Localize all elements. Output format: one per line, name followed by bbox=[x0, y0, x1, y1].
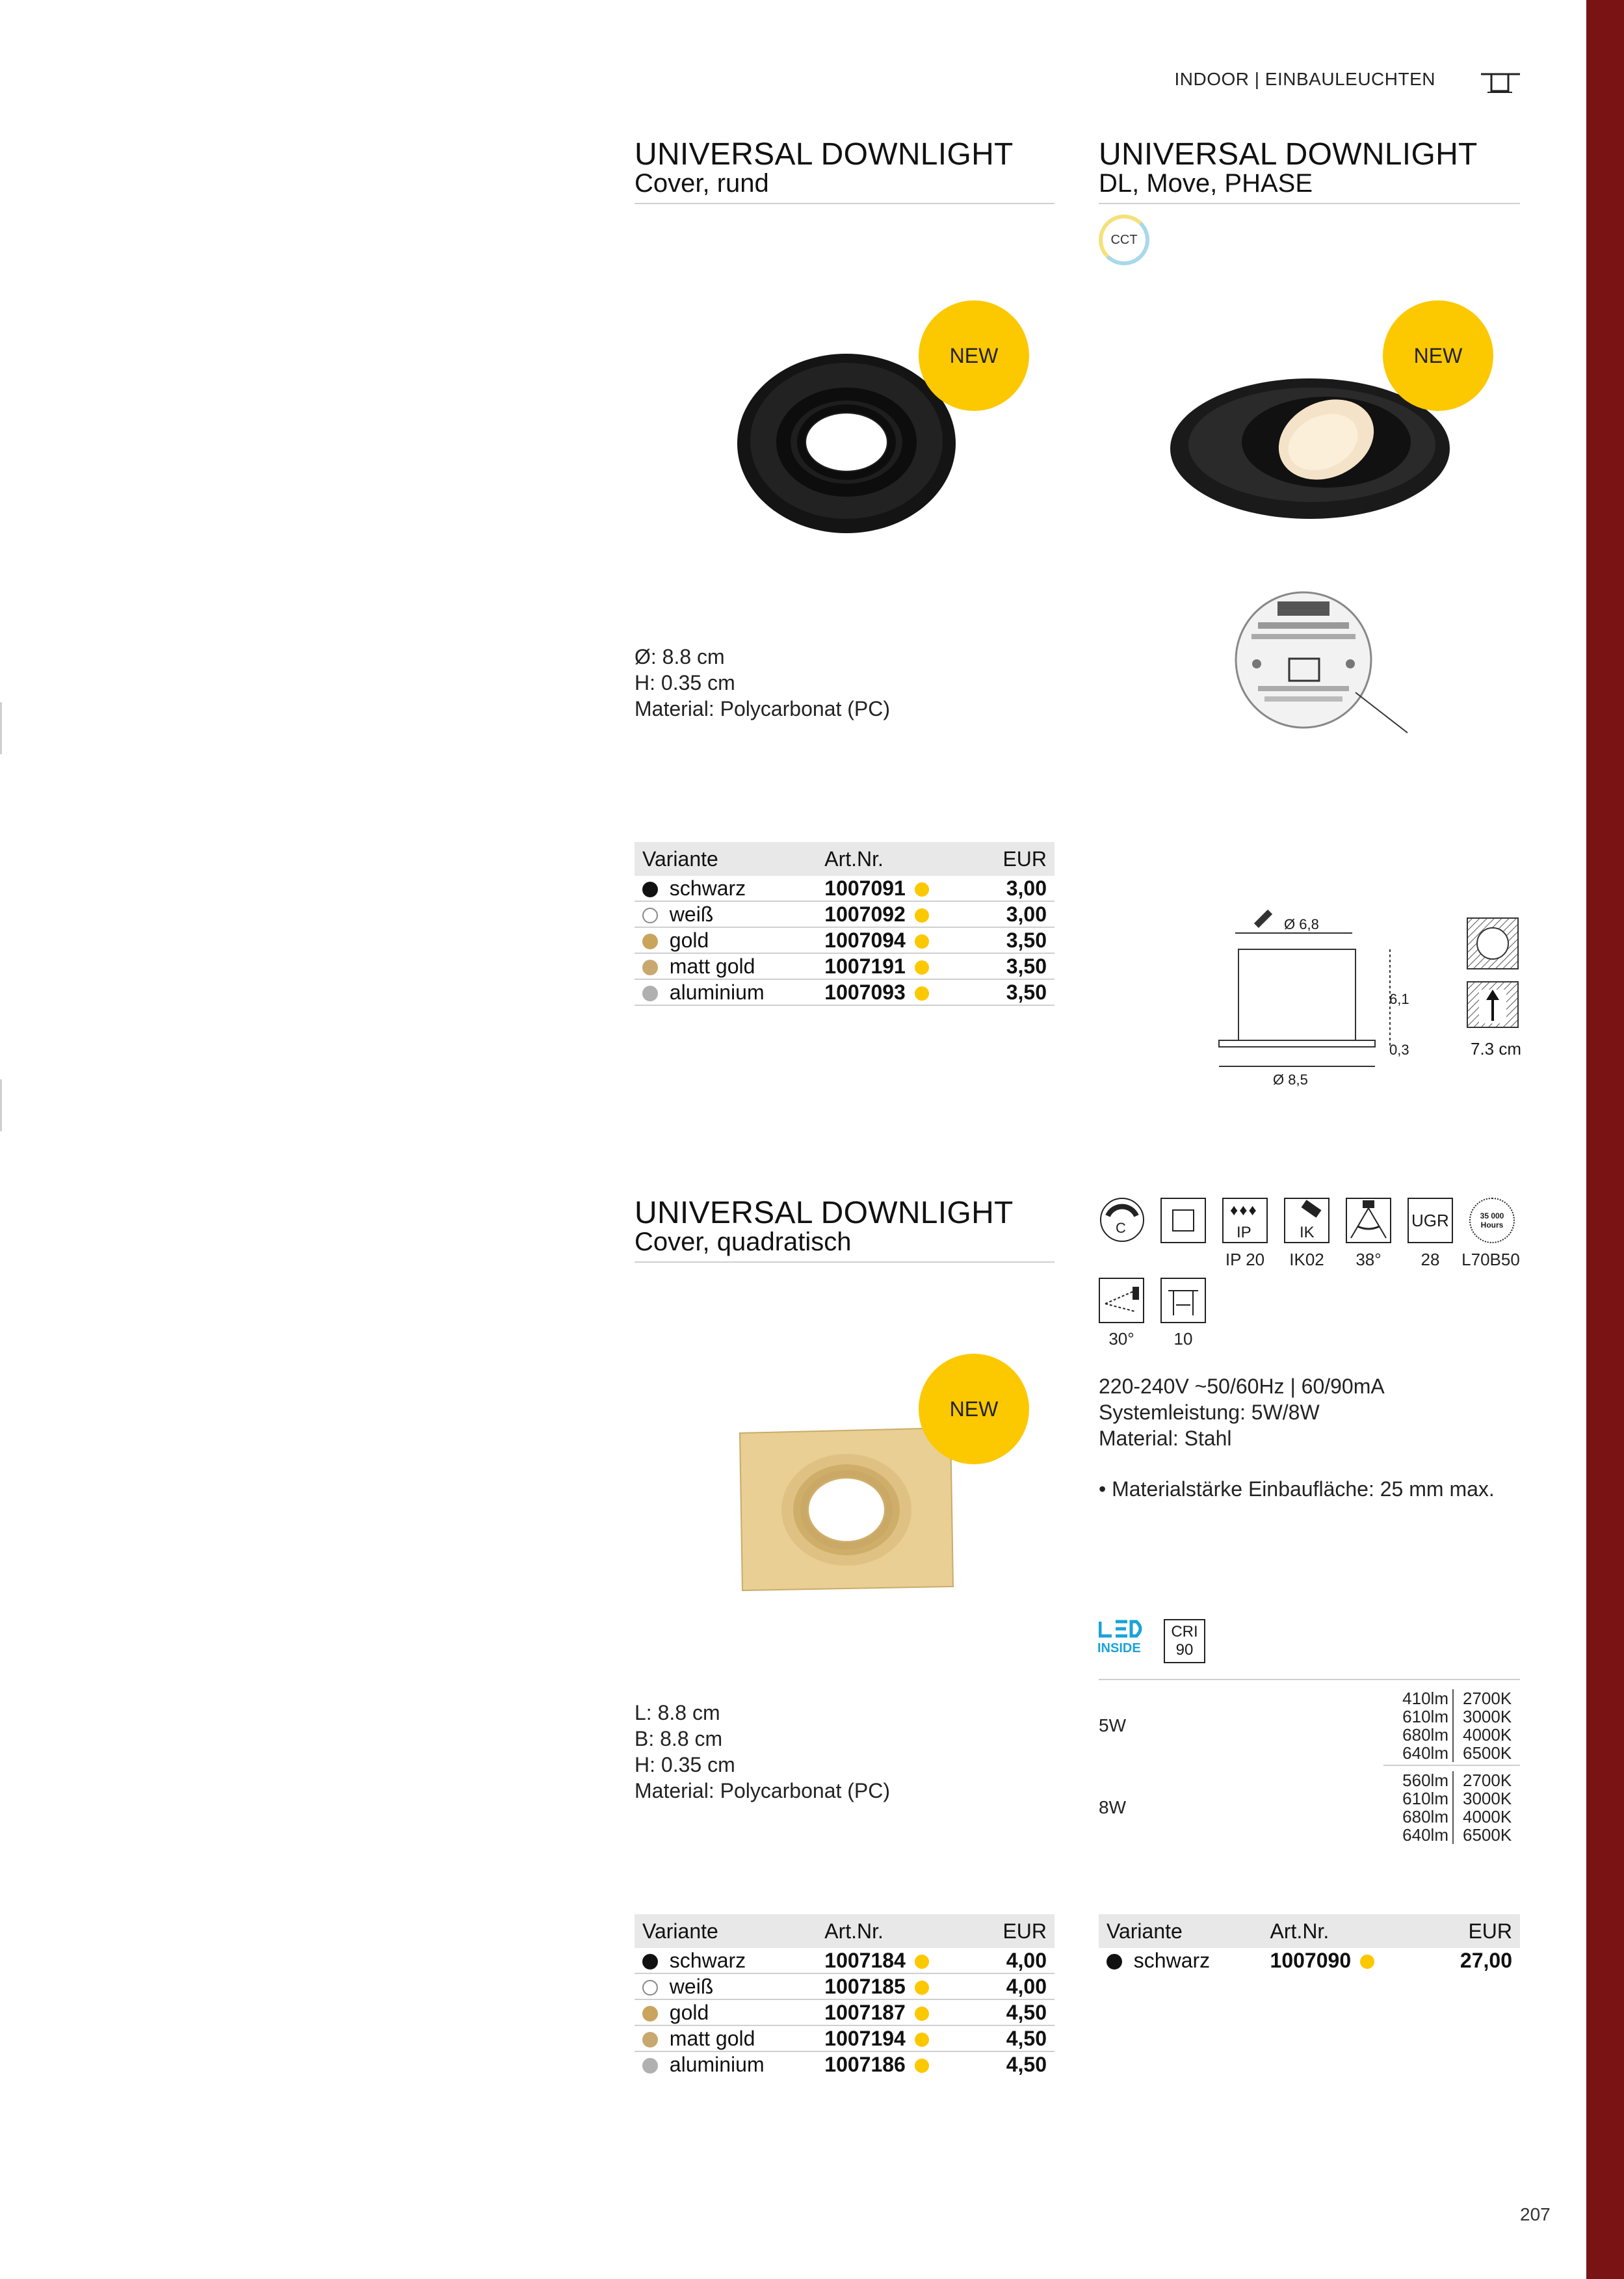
lumen-column: 560lm 610lm 680lm 640lm bbox=[1396, 1771, 1454, 1844]
availability-dot bbox=[915, 934, 929, 949]
section-header: INDOOR | EINBAULEUCHTEN bbox=[1174, 69, 1435, 89]
color-swatch bbox=[642, 960, 658, 975]
table-row: gold 1007187 4,50 bbox=[635, 1999, 1054, 2025]
table-row: matt gold 1007194 4,50 bbox=[635, 2025, 1054, 2051]
electrical-specs bbox=[1099, 1373, 1385, 1451]
price-table bbox=[1099, 1914, 1520, 1973]
spec-line: Material: Polycarbonat (PC) bbox=[635, 1779, 891, 1802]
col-header: Art.Nr. bbox=[817, 842, 975, 876]
color-swatch bbox=[642, 2032, 658, 2048]
divider bbox=[635, 1261, 1054, 1263]
cutout-icons bbox=[1466, 917, 1521, 1031]
color-swatch bbox=[642, 986, 658, 1001]
recessed-light-icon bbox=[1481, 72, 1520, 95]
dimension-height: 6,1 bbox=[1389, 991, 1409, 1007]
availability-dot bbox=[915, 1955, 929, 1969]
ip-rating-icon: ♦♦♦ IP bbox=[1222, 1198, 1268, 1243]
table-row: schwarz 1007091 3,00 bbox=[635, 876, 1054, 901]
price-table bbox=[635, 1914, 1054, 2077]
divider bbox=[1099, 203, 1520, 204]
color-swatch bbox=[642, 1980, 658, 1996]
availability-dot bbox=[915, 1981, 929, 1995]
table-row: schwarz 1007090 27,00 bbox=[1099, 1948, 1520, 1973]
color-swatch bbox=[642, 882, 658, 897]
tilt-label: 30° bbox=[1108, 1329, 1134, 1349]
product-subtitle: Cover, quadratisch bbox=[635, 1228, 852, 1256]
product-title: UNIVERSAL DOWNLIGHT bbox=[635, 1196, 1014, 1230]
edge-mark bbox=[0, 702, 2, 754]
beam-angle-icon bbox=[1346, 1198, 1391, 1243]
ugr-label: 28 bbox=[1421, 1250, 1440, 1269]
table-row: aluminium 1007186 4,50 bbox=[635, 2051, 1054, 2077]
install-note: • Materialstärke Einbaufläche: 25 mm max. bbox=[1099, 1477, 1495, 1501]
kelvin-column: 2700K 3000K 4000K 6500K bbox=[1463, 1689, 1512, 1763]
page-number: 207 bbox=[1520, 2204, 1551, 2224]
color-swatch bbox=[642, 2058, 658, 2074]
divider bbox=[635, 203, 1054, 204]
svg-text:C: C bbox=[1116, 1220, 1126, 1236]
availability-dot bbox=[915, 960, 929, 975]
price-table bbox=[635, 842, 1054, 1006]
dimension-top: Ø 6,8 bbox=[1284, 916, 1319, 932]
color-swatch bbox=[642, 908, 658, 923]
new-badge: NEW bbox=[1383, 300, 1493, 411]
cri-badge: CRI 90 bbox=[1164, 1619, 1205, 1663]
col-header: Art.Nr. bbox=[1263, 1914, 1428, 1948]
product-subtitle: DL, Move, PHASE bbox=[1099, 169, 1313, 198]
availability-dot bbox=[915, 2033, 929, 2047]
spec-line: Material: Stahl bbox=[1099, 1427, 1232, 1450]
led-icon bbox=[1099, 1619, 1146, 1640]
spec-line: Material: Polycarbonat (PC) bbox=[635, 697, 891, 720]
spec-line: H: 0.35 cm bbox=[635, 671, 735, 694]
spec-line: Systemleistung: 5W/8W bbox=[1099, 1401, 1320, 1424]
table-row: matt gold 1007191 3,50 bbox=[635, 953, 1054, 979]
tilt-icon bbox=[1099, 1278, 1144, 1323]
color-swatch bbox=[642, 1954, 658, 1969]
lumen-column: 410lm 610lm 680lm 640lm bbox=[1396, 1689, 1454, 1762]
availability-dot bbox=[1360, 1955, 1374, 1969]
cct-icon: CCT bbox=[1099, 215, 1149, 265]
col-header: Variante bbox=[1099, 1914, 1263, 1948]
ip-label: IP 20 bbox=[1225, 1250, 1265, 1269]
table-row: weiß 1007092 3,00 bbox=[635, 901, 1054, 927]
col-header: Variante bbox=[635, 1914, 817, 1948]
ik-rating-icon: IK bbox=[1284, 1198, 1329, 1243]
table-row: gold 1007094 3,50 bbox=[635, 927, 1054, 953]
square-cover-image bbox=[735, 1424, 956, 1593]
col-header: EUR bbox=[976, 842, 1054, 876]
product-subtitle: Cover, rund bbox=[635, 169, 769, 198]
cutout-size: 7.3 cm bbox=[1471, 1039, 1522, 1059]
rotation-icon bbox=[1160, 1278, 1206, 1323]
table-row: weiß 1007185 4,00 bbox=[635, 1973, 1054, 1999]
driver-label-image bbox=[1232, 588, 1414, 738]
lifetime-label: L70B50 bbox=[1461, 1250, 1520, 1269]
product-specs bbox=[635, 644, 890, 722]
divider bbox=[1099, 1679, 1520, 1680]
col-header: EUR bbox=[976, 1914, 1054, 1948]
protection-class-icon bbox=[1160, 1198, 1206, 1243]
table-row: schwarz 1007184 4,00 bbox=[635, 1948, 1054, 1973]
beam-label: 38° bbox=[1356, 1250, 1382, 1269]
color-swatch bbox=[642, 934, 658, 949]
kelvin-column: 2700K 3000K 4000K 6500K bbox=[1463, 1771, 1512, 1845]
col-header: Art.Nr. bbox=[817, 1914, 975, 1948]
availability-dot bbox=[915, 908, 929, 923]
rotation-label: 10 bbox=[1173, 1329, 1193, 1349]
col-header: Variante bbox=[635, 842, 817, 876]
product-title: UNIVERSAL DOWNLIGHT bbox=[635, 137, 1014, 172]
spec-line: Ø: 8.8 cm bbox=[635, 645, 725, 668]
watt-label: 8W bbox=[1099, 1797, 1126, 1817]
edge-mark bbox=[0, 1079, 2, 1131]
availability-dot bbox=[915, 986, 929, 1001]
new-badge: NEW bbox=[919, 300, 1029, 411]
spec-line: L: 8.8 cm bbox=[635, 1701, 720, 1724]
lifetime-icon: 35 000 Hours bbox=[1469, 1198, 1515, 1243]
table-row: aluminium 1007093 3,50 bbox=[635, 979, 1054, 1005]
divider bbox=[1383, 1765, 1520, 1766]
availability-dot bbox=[915, 2007, 929, 2021]
watt-label: 5W bbox=[1099, 1715, 1126, 1735]
product-title: UNIVERSAL DOWNLIGHT bbox=[1099, 137, 1478, 172]
spec-line: H: 0.35 cm bbox=[635, 1753, 735, 1776]
new-badge: NEW bbox=[919, 1354, 1029, 1464]
availability-dot bbox=[915, 882, 929, 897]
product-specs bbox=[635, 1700, 890, 1804]
ugr-icon: UGR bbox=[1408, 1198, 1453, 1243]
color-swatch bbox=[1107, 1954, 1122, 1969]
availability-dot bbox=[915, 2059, 929, 2073]
col-header: EUR bbox=[1427, 1914, 1520, 1948]
ik-label: IK02 bbox=[1289, 1250, 1324, 1269]
dimension-bottom: Ø 8,5 bbox=[1273, 1072, 1308, 1088]
dimmable-icon bbox=[1099, 1196, 1146, 1243]
led-inside-label: INSIDE bbox=[1097, 1641, 1141, 1655]
chapter-sidebar bbox=[1586, 0, 1624, 2279]
spec-line: 220-240V ~50/60Hz | 60/90mA bbox=[1099, 1375, 1385, 1398]
spec-line: B: 8.8 cm bbox=[635, 1727, 723, 1750]
dimension-flange: 0,3 bbox=[1389, 1042, 1409, 1058]
color-swatch bbox=[642, 2006, 658, 2022]
